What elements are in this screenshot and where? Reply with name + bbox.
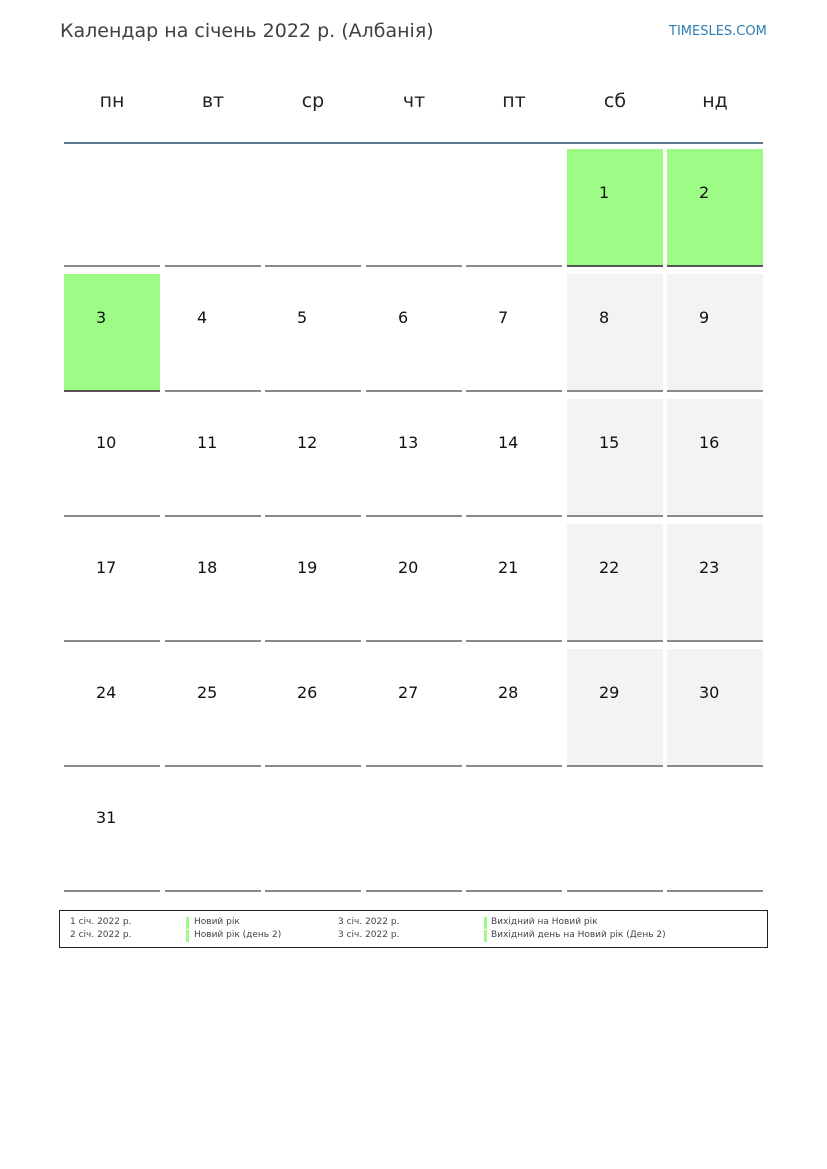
empty-day-cell: [366, 149, 462, 267]
day-number: 26: [297, 683, 318, 702]
day-number: 21: [498, 558, 519, 577]
day-cell-23: [667, 524, 763, 642]
day-cell-20: [366, 524, 462, 642]
day-number: 2: [699, 183, 710, 202]
legend-holiday-name: Новий рік (день 2): [194, 930, 282, 940]
legend-color-marker: [186, 930, 189, 942]
empty-day-cell: [165, 774, 261, 892]
day-cell-21: [466, 524, 562, 642]
day-number: 25: [197, 683, 218, 702]
weekday-label: сб: [603, 90, 627, 112]
legend-date: 1 січ. 2022 р.: [70, 917, 132, 927]
day-number: 10: [96, 433, 117, 452]
day-number: 27: [398, 683, 419, 702]
legend-holiday-name: Вихідний на Новий рік: [491, 917, 598, 927]
day-number: 16: [699, 433, 720, 452]
day-cell-10: [64, 399, 160, 517]
weekday-label: нд: [702, 90, 728, 112]
day-cell-3: [64, 274, 160, 392]
day-cell-7: [466, 274, 562, 392]
legend-date: 3 січ. 2022 р.: [338, 917, 400, 927]
day-number: 7: [498, 308, 509, 327]
weekday-header: [63, 90, 764, 120]
day-cell-18: [165, 524, 261, 642]
holiday-legend: [59, 910, 768, 948]
day-cell-14: [466, 399, 562, 517]
day-cell-5: [265, 274, 361, 392]
legend-color-marker: [484, 917, 487, 929]
legend-date: 3 січ. 2022 р.: [338, 930, 400, 940]
day-number: 19: [297, 558, 318, 577]
empty-day-cell: [567, 774, 663, 892]
day-cell-26: [265, 649, 361, 767]
day-cell-4: [165, 274, 261, 392]
day-number: 8: [599, 308, 610, 327]
empty-day-cell: [265, 149, 361, 267]
page-title: Календар на січень 2022 р. (Албанія): [60, 20, 434, 42]
day-number: 4: [197, 308, 208, 327]
day-cell-13: [366, 399, 462, 517]
day-number: 6: [398, 308, 409, 327]
day-number: 23: [699, 558, 720, 577]
day-number: 24: [96, 683, 117, 702]
day-number: 11: [197, 433, 218, 452]
day-number: 3: [96, 308, 107, 327]
day-number: 30: [699, 683, 720, 702]
day-cell-8: [567, 274, 663, 392]
day-cell-9: [667, 274, 763, 392]
weekday-label: чт: [402, 90, 426, 112]
day-number: 20: [398, 558, 419, 577]
day-cell-2: [667, 149, 763, 267]
legend-date: 2 січ. 2022 р.: [70, 930, 132, 940]
empty-day-cell: [165, 149, 261, 267]
day-number: 13: [398, 433, 419, 452]
empty-day-cell: [466, 149, 562, 267]
day-cell-24: [64, 649, 160, 767]
weekday-label: пн: [99, 90, 125, 112]
day-cell-27: [366, 649, 462, 767]
empty-day-cell: [64, 149, 160, 267]
legend-color-marker: [186, 917, 189, 929]
day-cell-25: [165, 649, 261, 767]
day-cell-30: [667, 649, 763, 767]
empty-day-cell: [265, 774, 361, 892]
day-number: 31: [96, 808, 117, 827]
brand-link[interactable]: TIMESLES.COM: [669, 24, 767, 39]
day-number: 9: [699, 308, 710, 327]
day-cell-29: [567, 649, 663, 767]
day-number: 18: [197, 558, 218, 577]
header-divider: [64, 142, 763, 144]
day-number: 22: [599, 558, 620, 577]
day-number: 5: [297, 308, 308, 327]
empty-day-cell: [667, 774, 763, 892]
day-cell-31: [64, 774, 160, 892]
day-number: 12: [297, 433, 318, 452]
day-cell-1: [567, 149, 663, 267]
day-cell-6: [366, 274, 462, 392]
empty-day-cell: [466, 774, 562, 892]
weekday-label: вт: [201, 90, 225, 112]
day-cell-22: [567, 524, 663, 642]
day-cell-17: [64, 524, 160, 642]
empty-day-cell: [366, 774, 462, 892]
day-number: 1: [599, 183, 610, 202]
legend-holiday-name: Новий рік: [194, 917, 240, 927]
day-cell-12: [265, 399, 361, 517]
day-cell-19: [265, 524, 361, 642]
day-number: 29: [599, 683, 620, 702]
day-number: 28: [498, 683, 519, 702]
day-cell-16: [667, 399, 763, 517]
day-cell-15: [567, 399, 663, 517]
day-number: 17: [96, 558, 117, 577]
day-number: 14: [498, 433, 519, 452]
legend-color-marker: [484, 930, 487, 942]
legend-holiday-name: Вихідний день на Новий рік (День 2): [491, 930, 666, 940]
day-number: 15: [599, 433, 620, 452]
day-cell-28: [466, 649, 562, 767]
weekday-label: ср: [301, 90, 325, 112]
weekday-label: пт: [502, 90, 526, 112]
day-cell-11: [165, 399, 261, 517]
